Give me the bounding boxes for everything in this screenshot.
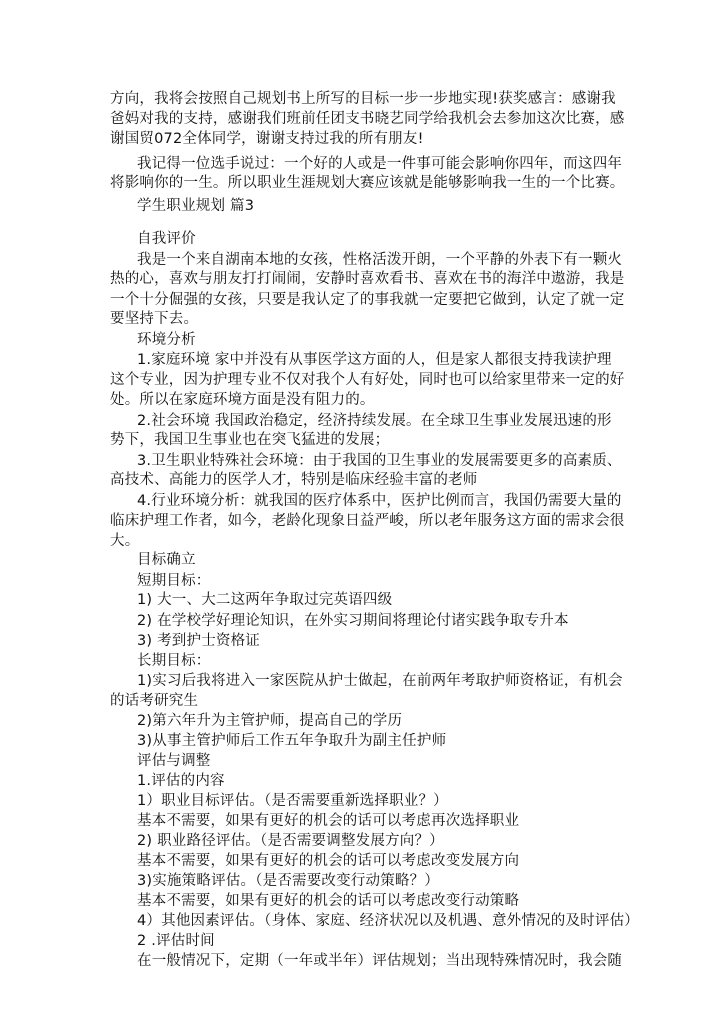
text-line: 3)从事主管护师后工作五年争取升为副主任护师 — [137, 733, 447, 749]
text-line: 3)实施策略评估。（是否需要改变行动策略？） — [137, 873, 440, 889]
text-line: 短期目标： — [137, 573, 211, 589]
text-line: 基本不需要，如果有更好的机会的话可以考虑改变发展方向 — [137, 853, 520, 869]
text-line: 4.行业环境分析：就我国的医疗体系中，医护比例而言，我国仍需要大量的 — [137, 493, 622, 509]
text-line: 环境分析 — [137, 332, 196, 348]
text-line: 高技术、高能力的医学人才，特别是临床经验丰富的老师 — [110, 472, 478, 488]
text-line: 临床护理工作者，如今，老龄化现象日益严峻，所以老年服务这方面的需求会很 — [110, 513, 625, 529]
text-line: 我记得一位选手说过：一个好的人或是一件事可能会影响你四年，而这四年 — [137, 156, 623, 172]
text-line: 2) 在学校学好理论知识，在外实习期间将理论付诸实践争取专升本 — [137, 613, 569, 629]
text-line: 长期目标： — [137, 653, 211, 669]
text-line: 热的心，喜欢与朋友打打闹闹，安静时喜欢看书、喜欢在书的海洋中遨游，我是 — [110, 271, 625, 287]
text-line: 评估与调整 — [137, 753, 211, 769]
text-line: 基本不需要，如果有更好的机会的话可以考虑再次选择职业 — [137, 813, 520, 829]
text-line: 3) 考到护士资格证 — [137, 633, 260, 649]
text-line: 1.家庭环境 家中并没有从事医学这方面的人，但是家人都很支持我读护理 — [137, 352, 612, 368]
text-line: 谢国贸072全体同学，谢谢支持过我的所有朋友! — [110, 131, 424, 147]
text-line: 1.评估的内容 — [137, 773, 225, 789]
text-line: 大。 — [110, 533, 140, 549]
text-line: 2) 职业路径评估。（是否需要调整发展方向？） — [137, 833, 444, 849]
text-line: 1)实习后我将进入一家医院从护士做起，在前两年考取护师资格证，有机会 — [137, 673, 623, 689]
text-line: 处。所以在家庭环境方面是没有阻力的。 — [110, 392, 375, 408]
text-line: 爸妈对我的支持，感谢我们班前任团支书晓艺同学给我机会去参加这次比赛，感 — [110, 111, 625, 127]
text-line: 学生职业规划 篇3 — [137, 198, 255, 214]
text-line: 1) 大一、大二这两年争取过完英语四级 — [137, 592, 393, 608]
text-line: 在一般情况下，定期（一年或半年）评估规划；当出现特殊情况时，我会随 — [137, 953, 623, 969]
text-line: 2.社会环境 我国政治稳定，经济持续发展。在全球卫生事业发展迅速的形 — [137, 413, 612, 429]
text-line: 目标确立 — [137, 552, 196, 568]
text-line: 3.卫生职业特殊社会环境：由于我国的卫生事业的发展需要更多的高素质、 — [137, 453, 622, 469]
text-line: 2 .评估时间 — [137, 933, 215, 949]
text-line: 要坚持下去。 — [110, 311, 199, 327]
text-line: 将影响你的一生。所以职业生涯规划大赛应该就是能够影响我一生的一个比赛。 — [110, 175, 625, 191]
text-line: 方向，我将会按照自己规划书上所写的目标一步一步地实现!获奖感言：感谢我 — [110, 91, 616, 107]
text-line: 基本不需要，如果有更好的机会的话可以考虑改变行动策略 — [137, 893, 520, 909]
text-line: 2)第六年升为主管护师，提高自己的学历 — [137, 713, 403, 729]
text-line: 我是一个来自湖南本地的女孩，性格活泼开朗，一个平静的外表下有一颗火 — [137, 252, 623, 268]
text-line: 这个专业，因为护理专业不仅对我个人有好处，同时也可以给家里带来一定的好 — [110, 372, 625, 388]
text-line: 的话考研究生 — [110, 693, 199, 709]
text-line: 一个十分倔强的女孩，只要是我认定了的事我就一定要把它做到，认定了就一定 — [110, 292, 625, 308]
text-line: 1）职业目标评估。（是否需要重新选择职业？） — [137, 793, 448, 809]
text-line: 势下，我国卫生事业也在突飞猛进的发展； — [110, 432, 390, 448]
text-line: 4）其他因素评估。（身体、家庭、经济状况以及机遇、意外情况的及时评估） — [137, 913, 639, 929]
text-line: 自我评价 — [137, 231, 196, 247]
